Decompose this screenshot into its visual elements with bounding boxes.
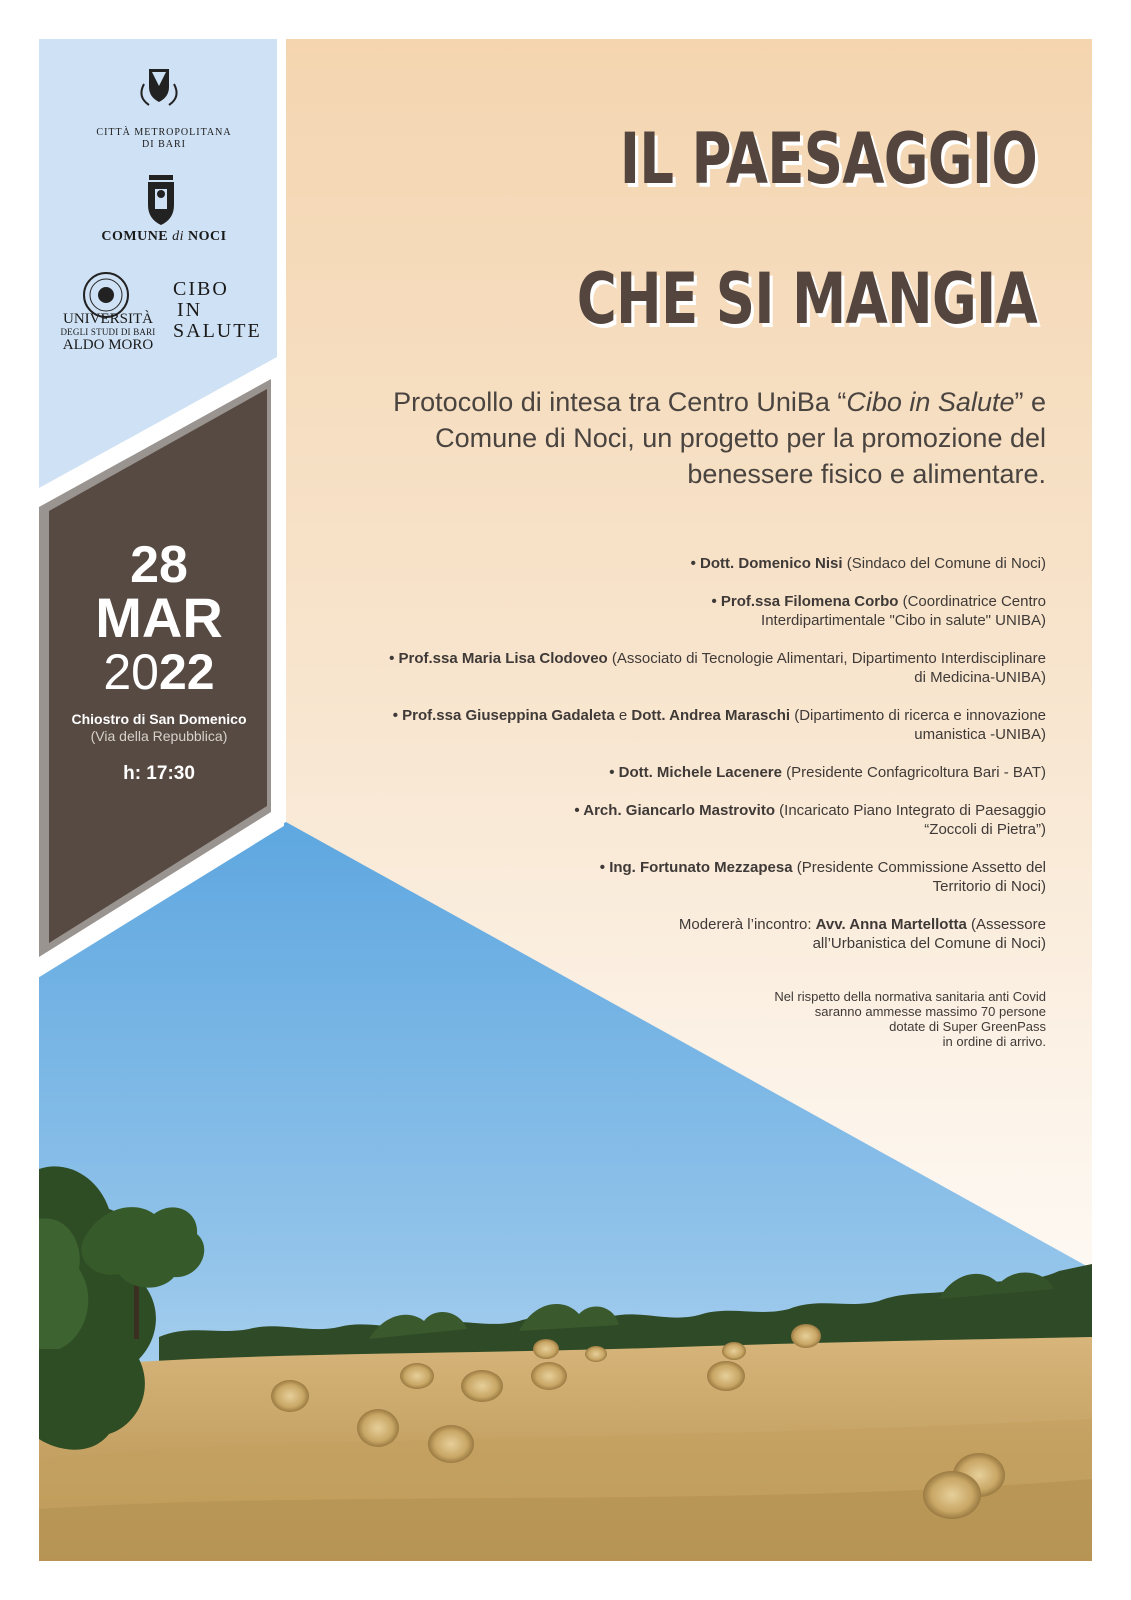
speaker-item: • Ing. Fortunato Mezzapesa (Presidente Commissione Assetto del Territorio di Noci) <box>599 859 1046 895</box>
event-day: 28 <box>130 536 188 594</box>
speaker-item: • Dott. Domenico Nisi (Sindaco del Comune di Noci) <box>690 555 1046 572</box>
speaker-item: • Prof.ssa Maria Lisa Clodoveo (Associato di Tecnologie Alimentari, Dipartimento Interdisciplinare di Medicina-UNIBA) <box>389 650 1046 686</box>
event-time: h: 17:30 <box>123 763 195 784</box>
speakers-list <box>346 554 1046 972</box>
page-title <box>491 89 1037 369</box>
moderator: Modererà l’incontro: Avv. Anna Martellotta (Assessore all’Urbanistica del Comune di Noci) <box>678 916 1046 952</box>
title-line-2: CHE SI MANGIA <box>576 258 1037 340</box>
speaker-item: • Arch. Giancarlo Mastrovito (Incaricato Piano Integrato di Paesaggio “Zoccoli di Pietra”) <box>574 802 1046 838</box>
covid-notice: Nel rispetto della normativa sanitaria anti Covid saranno ammesse massimo 70 persone dotate di Super GreenPass in ordine di arrivo. <box>774 989 1046 1049</box>
venue-name: Chiostro di San Domenico <box>71 711 247 727</box>
metro-bari-logo-label: CITTÀ METROPOLITANA DI BARI <box>96 127 232 150</box>
event-year: 2022 <box>103 644 215 700</box>
comune-noci-logo-label: COMUNE di NOCI <box>101 229 227 244</box>
event-month: MAR <box>95 586 223 649</box>
speaker-item: • Prof.ssa Giuseppina Gadaleta e Dott. Andrea Maraschi (Dipartimento di ricerca e innovazione umanistica -UNIBA) <box>392 707 1046 743</box>
speaker-item: • Prof.ssa Filomena Corbo (Coordinatrice Centro Interdipartimentale "Cibo in salute" UNIBA) <box>711 593 1046 629</box>
poster <box>39 39 1092 1561</box>
venue-street: (Via della Repubblica) <box>90 728 228 744</box>
cibo-in-salute-logo: CIBO IN SALUTE <box>173 278 262 342</box>
event-venue <box>49 711 269 745</box>
event-date <box>49 536 269 700</box>
speaker-item: • Dott. Michele Lacenere (Presidente Confagricoltura Bari - BAT) <box>609 764 1046 781</box>
title-line-1: IL PAESAGGIO <box>619 118 1037 200</box>
uniba-logo-label: UNIVERSITÀ DEGLI STUDI DI BARI ALDO MORO <box>60 311 156 353</box>
subtitle: Protocollo di intesa tra Centro UniBa “Cibo in Salute” e Comune di Noci, un progetto per la promozione del benessere fisico e alimentare. <box>393 387 1046 489</box>
